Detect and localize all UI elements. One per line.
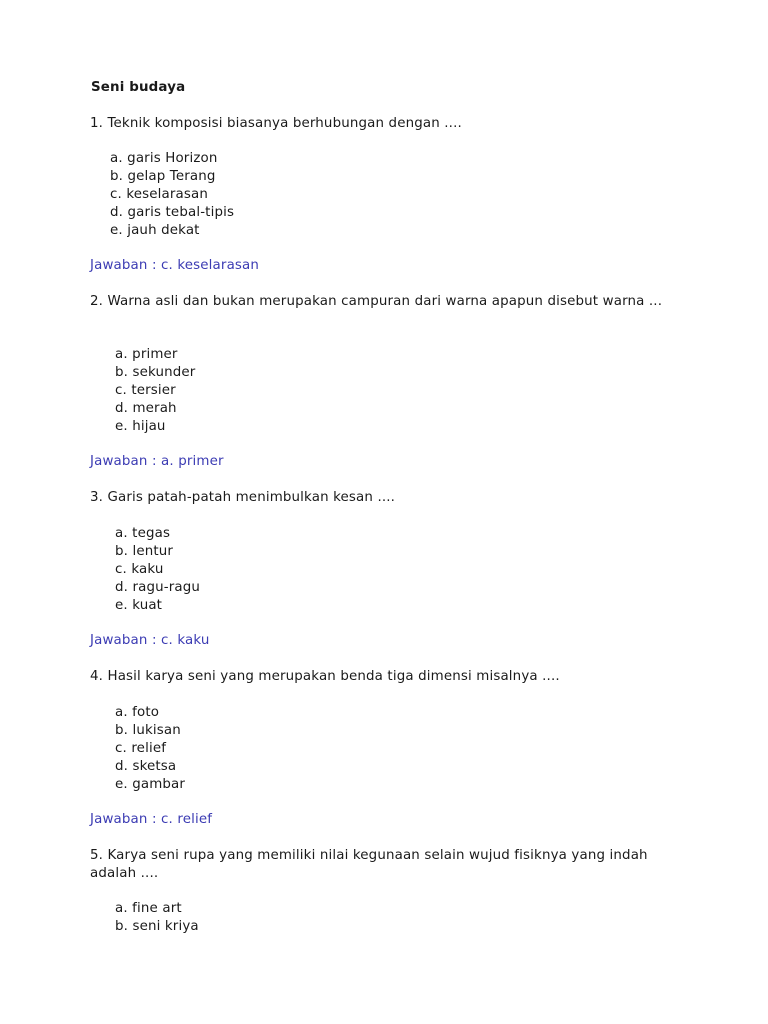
option: a. primer	[115, 347, 178, 362]
answer-2: Jawaban : a. primer	[90, 454, 224, 469]
answer-4: Jawaban : c. relief	[90, 812, 213, 827]
option: b. sekunder	[115, 364, 196, 380]
question-4-options	[115, 704, 185, 794]
question-4: 4. Hasil karya seni yang merupakan benda tiga dimensi misalnya ....	[90, 669, 560, 684]
question-2: 2. Warna asli dan bukan merupakan campuran dari warna apapun disebut warna ...	[90, 294, 663, 309]
option: e. gambar	[115, 776, 186, 792]
option: e. jauh dekat	[110, 222, 200, 238]
question-5: 5. Karya seni rupa yang memiliki nilai kegunaan selain wujud fisiknya yang indah adalah ....	[90, 848, 648, 881]
option: c. tersier	[115, 382, 176, 398]
question-1-options	[110, 150, 234, 240]
option: c. kaku	[115, 561, 164, 577]
option: c. keselarasan	[110, 186, 209, 202]
option: e. hijau	[115, 418, 166, 434]
option: d. garis tebal-tipis	[110, 204, 235, 220]
option: c. relief	[115, 740, 167, 756]
option: b. seni kriya	[115, 918, 199, 934]
option: a. garis Horizon	[110, 151, 218, 166]
question-1: 1. Teknik komposisi biasanya berhubungan dengan ....	[90, 116, 462, 131]
answer-3: Jawaban : c. kaku	[90, 633, 210, 648]
document-title: Seni budaya	[91, 80, 186, 95]
option: d. sketsa	[115, 758, 177, 774]
option: d. merah	[115, 400, 177, 416]
option: d. ragu-ragu	[115, 579, 201, 595]
question-3: 3. Garis patah-patah menimbulkan kesan ....	[90, 490, 396, 505]
option: b. lentur	[115, 543, 174, 559]
option: a. foto	[115, 705, 160, 720]
option: b. gelap Terang	[110, 168, 216, 184]
option: a. fine art	[115, 901, 182, 916]
question-5-options	[115, 900, 199, 936]
option: b. lukisan	[115, 722, 181, 738]
answer-1: Jawaban : c. keselarasan	[90, 258, 260, 273]
option: a. tegas	[115, 526, 171, 541]
question-2-options	[115, 346, 195, 436]
option: e. kuat	[115, 597, 163, 613]
question-3-options	[115, 525, 200, 615]
